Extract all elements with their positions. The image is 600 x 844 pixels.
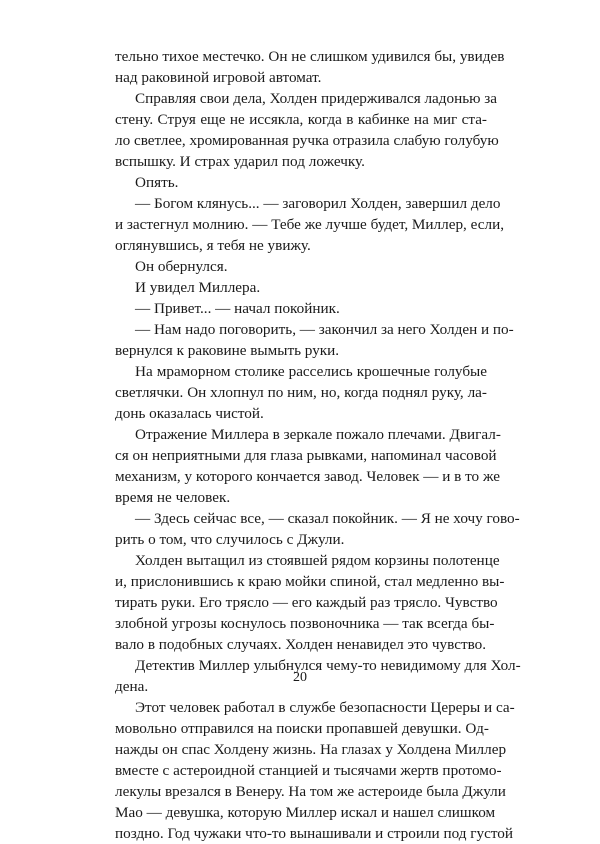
text-line: и застегнул молнию. — Тебе же лучше будет, Миллер, если,	[115, 216, 505, 233]
text-line: Опять.	[135, 174, 179, 191]
text-line: И увидел Миллера.	[135, 279, 261, 296]
text-line: рить о том, что случилось с Джули.	[115, 531, 345, 548]
text-line: нажды он спас Холдену жизнь. На глазах у Холдена Миллер	[115, 741, 507, 758]
text-line: оглянувшись, я тебя не увижу.	[115, 237, 311, 254]
text-line: донь оказалась чистой.	[115, 405, 264, 422]
text-line: Справляя свои дела, Холден придерживался ладонью за	[135, 90, 498, 107]
text-line: вернулся к раковине вымыть руки.	[115, 342, 340, 359]
text-line: ся он неприятными для глаза рывками, напоминал часовой	[115, 447, 497, 464]
text-line: лекулы врезался в Венеру. На том же астероиде была Джули	[115, 783, 506, 800]
text-line: — Нам надо поговорить, — закончил за него Холден и по-	[135, 321, 514, 338]
text-line: — Привет... — начал покойник.	[135, 300, 340, 317]
text-line: и, прислонившись к краю мойки спиной, стал медленно вы-	[115, 573, 505, 590]
text-line: вместе с астероидной станцией и тысячами жертв протомо-	[115, 762, 502, 779]
text-line: мовольно отправился на поиски пропавшей девушки. Од-	[115, 720, 489, 737]
text-line: стену. Струя еще не иссякла, когда в кабинке на миг ста-	[115, 111, 487, 128]
text-line: тельно тихое местечко. Он не слишком удивился бы, увидев	[115, 48, 505, 65]
text-line: Холден вытащил из стоявшей рядом корзины полотенце	[135, 552, 500, 569]
text-line: — Здесь сейчас все, — сказал покойник. — Я не хочу гово-	[135, 510, 520, 527]
body-text	[115, 46, 521, 844]
text-line: светлячки. Он хлопнул по ним, но, когда поднял руку, ла-	[115, 384, 487, 401]
text-line: вспышку. И страх ударил под ложечку.	[115, 153, 365, 170]
text-line: — Богом клянусь... — заговорил Холден, завершил дело	[135, 195, 501, 212]
text-line: Детектив Миллер улыбнулся чему-то невидимому для Хол-	[135, 657, 521, 674]
text-line: ло светлее, хромированная ручка отразила слабую голубую	[115, 132, 499, 149]
text-line: дена.	[115, 678, 149, 695]
text-line: над раковиной игровой автомат.	[115, 69, 322, 86]
text-line: время не человек.	[115, 489, 231, 506]
text-line: Отражение Миллера в зеркале пожало плечами. Двигал-	[135, 426, 501, 443]
text-line: Он обернулся.	[135, 258, 228, 275]
text-line: Мао — девушка, которую Миллер искал и нашел слишком	[115, 804, 496, 821]
text-line: злобной угрозы коснулось позвоночника — так всегда бы-	[115, 615, 495, 632]
text-line: тирать руки. Его трясло — его каждый раз трясло. Чувство	[115, 594, 498, 611]
text-line: вало в подобных случаях. Холден ненавидел это чувство.	[115, 636, 487, 653]
page-number: 20	[293, 670, 307, 685]
text-line: поздно. Год чужаки что-то вынашивали и строили под густой	[115, 825, 513, 842]
text-line: На мраморном столике расселись крошечные голубые	[135, 363, 487, 380]
text-line: Этот человек работал в службе безопасности Цереры и са-	[135, 699, 515, 716]
text-line: механизм, у которого кончается завод. Человек — и в то же	[115, 468, 500, 485]
